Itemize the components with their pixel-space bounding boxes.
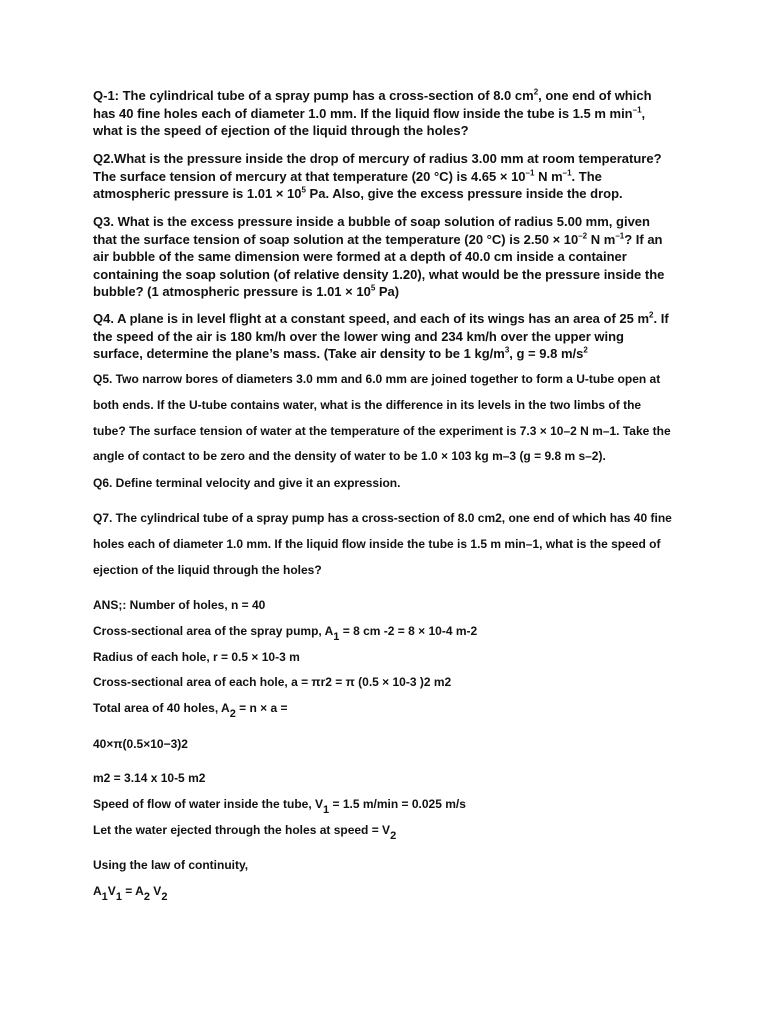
answer-line-5 [93,700,288,720]
answer-line-9-text-a: Let the water ejected through the holes at speed = V [93,823,391,837]
equation-a1: A [93,884,102,898]
answer-line-2-text-a: Cross-sectional area of the spray pump, A [93,624,334,638]
q1-text-b: , one end of which has 40 fine holes each of diameter 1.0 mm. If the liquid flow inside the tube is 1.5 m min [93,88,652,121]
equation-equals-a2: = A [121,884,144,898]
answer-line-2-text-b: = 8 cm -2 = 8 × 10-4 m-2 [339,624,478,638]
answer-line-2 [93,623,478,643]
answer-line-5-sub: 2 [229,708,236,720]
q3-text-b: N m [587,231,616,247]
equation-sub-1: 1 [101,891,108,903]
answer-line-8-text-a: Speed of flow of water inside the tube, V [93,797,324,811]
q3-sup-3: 5 [370,283,376,293]
q4-sup-2: 3 [504,345,510,355]
q2-sup-2: –1 [562,168,572,178]
answer-line-8 [93,796,466,816]
q2-text-c: . The atmospheric pressure is 1.01 × 10 [93,168,602,201]
q4-text-c: , g = 9.8 m/s [509,346,584,361]
equation-sub-2: 1 [115,891,122,903]
q3-text-d: Pa) [375,284,400,299]
q1-sup-1: 2 [533,87,539,97]
answer-line-6: 40×π(0.5×10−3)2 [93,737,188,751]
answer-line-7: m2 = 3.14 x 10-5 m2 [93,771,206,785]
q1-text-c: , what is the speed of ejection of the liquid through the holes? [93,105,646,138]
equation-v1: V [107,884,116,898]
answer-line-5-text-a: Total area of 40 holes, A [93,701,230,715]
question-3 [93,213,673,301]
question-5: Q5. Two narrow bores of diameters 3.0 mm and 6.0 mm are joined together to form a U-tube open at both ends. If the U-tube contains water, what is the difference in its levels in the two limbs of the tube? The surface tension of water at the temperature of the experiment is 7.3 × 10–2 N m–1. Take the angle of contact to be zero and the density of water to be 1.0 × 103 kg m–3 (g = 9.8 m s–2). [93,372,671,464]
equation-sub-4: 2 [161,891,168,903]
q3-sup-2: –1 [615,231,625,241]
q2-text-a: Q2.What is the pressure inside the drop of mercury of radius 3.00 mm at room temperature? The surface tension of mercury at that temperature (20 °C) is 4.65 × 10 [93,151,662,184]
q2-sup-1: –1 [525,168,535,178]
q2-sup-3: 5 [301,185,306,195]
q4-sup-1: 2 [649,310,654,320]
answer-line-9-sub: 2 [390,830,397,842]
q1-text-a: Q-1: The cylindrical tube of a spray pump has a cross-section of 8.0 cm [93,88,534,103]
q4-text-a: Q4. A plane is in level flight at a constant speed, and each of its wings has an area of 25 m [93,311,650,326]
question-1 [93,87,673,140]
equation-sub-3: 2 [143,891,150,903]
answer-line-4: Cross-sectional area of each hole, a = πr2 = π (0.5 × 10-3 )2 m2 [93,675,452,689]
question-2 [93,150,673,203]
answer-line-3: Radius of each hole, r = 0.5 × 10-3 m [93,650,300,664]
answer-line-11 [93,883,168,903]
q2-text-d: Pa. Also, give the excess pressure inside the drop. [305,186,623,201]
q2-text-b: N m [534,168,563,184]
answer-line-2-sub: 1 [333,631,340,643]
q4-sup-3: 2 [583,345,588,355]
question-7: Q7. The cylindrical tube of a spray pump has a cross-section of 8.0 cm2, one end of which has 40 fine holes each of diameter 1.0 mm. If the liquid flow inside the tube is 1.5 m min–1, what is the speed of ejection of the liquid through the holes? [93,511,672,577]
question-6: Q6. Define terminal velocity and give it an expression. [93,476,401,490]
answer-line-5-text-b: = n × a = [235,701,288,715]
q1-sup-2: –1 [632,105,642,115]
answer-line-1: ANS;: Number of holes, n = 40 [93,598,266,612]
answer-line-9 [93,822,397,842]
answer-line-8-text-b: = 1.5 m/min = 0.025 m/s [329,797,466,811]
answer-line-8-sub: 1 [323,804,330,816]
equation-v2: V [149,884,162,898]
q3-text-c: ? If an air bubble of the same dimension were formed at a depth of 40.0 cm inside a container containing the soap solution (of relative density 1.20), what would be the pressure inside the bubble? (1 atmospheric pressure is 1.01 × 10 [93,231,665,299]
answer-line-10: Using the law of continuity, [93,858,249,872]
q3-text-a: Q3. What is the excess pressure inside a bubble of soap solution of radius 5.00 mm, given that the surface tension of soap solution at the temperature (20 °C) is 2.50 × 10 [93,214,650,247]
question-4 [93,310,673,363]
q3-sup-1: –2 [578,231,588,241]
q4-text-b: . If the speed of the air is 180 km/h over the lower wing and 234 km/h over the upper wing surface, determine the plane’s mass. (Take air density to be 1 kg/m [93,311,669,361]
